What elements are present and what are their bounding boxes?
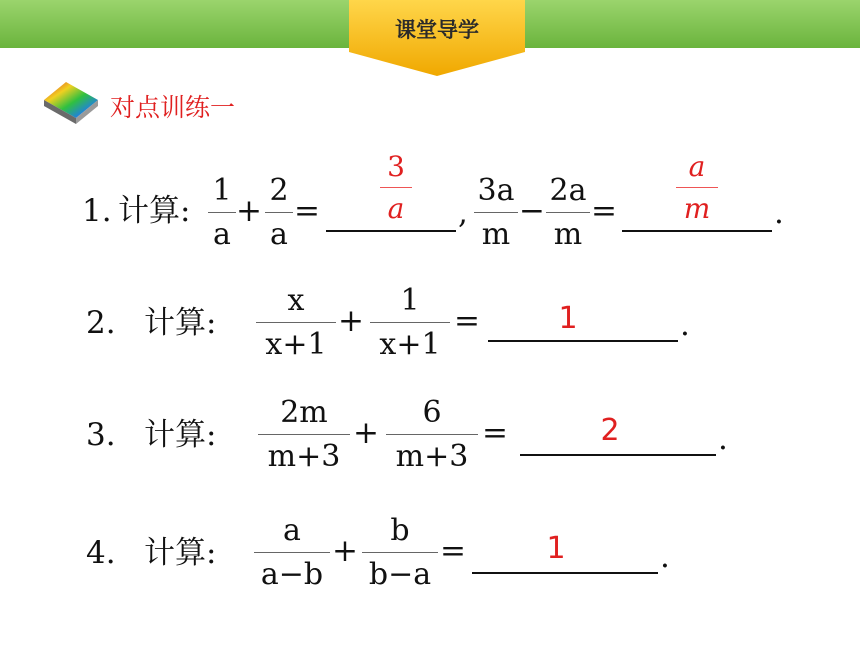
operator: +: [353, 415, 379, 451]
denominator: m+3: [267, 439, 341, 474]
fraction: [370, 283, 450, 362]
operator: +: [236, 193, 262, 229]
answer-fraction: [676, 150, 718, 225]
denominator: x+1: [265, 327, 327, 362]
problem-prompt: 计算:: [144, 305, 217, 341]
fraction-bar: [370, 322, 450, 323]
fraction-bar: [208, 212, 236, 213]
period: .: [680, 307, 690, 343]
numerator: 6: [422, 395, 442, 430]
answer-blank: [326, 230, 456, 232]
answer-numerator: a: [688, 150, 706, 183]
problem-number: 4.: [86, 535, 116, 571]
denominator: x+1: [379, 327, 441, 362]
equals-sign: =: [482, 415, 508, 451]
fraction-bar: [474, 212, 518, 213]
fraction-bar: [265, 212, 293, 213]
answer-value: 1: [546, 531, 566, 566]
numerator: 1: [400, 283, 420, 318]
operator: +: [332, 533, 358, 569]
answer-value: 2: [600, 413, 620, 448]
numerator: b: [390, 513, 410, 548]
numerator: 2a: [549, 173, 587, 208]
answer-denominator: a: [387, 192, 405, 225]
fraction-bar: [362, 552, 438, 553]
operator: +: [338, 303, 364, 339]
fraction-bar: [258, 434, 350, 435]
equals-sign: =: [454, 303, 480, 339]
fraction: [256, 283, 336, 362]
problem-number: 3.: [86, 417, 116, 453]
problem-prompt: 计算:: [144, 417, 217, 453]
answer-value: 1: [558, 301, 578, 336]
equals-sign: =: [294, 193, 320, 229]
problem-number: 2.: [86, 305, 116, 341]
numerator: 2: [269, 173, 289, 208]
denominator: a−b: [260, 557, 324, 592]
fraction: [474, 173, 518, 252]
equals-sign: =: [440, 533, 466, 569]
fraction-bar: [380, 187, 412, 188]
denominator: m: [553, 217, 583, 252]
denominator: m+3: [395, 439, 469, 474]
header-tab-label: 课堂导学: [395, 18, 479, 42]
answer-blank: [472, 572, 658, 574]
numerator: 3a: [477, 173, 515, 208]
answer-numerator: 3: [387, 150, 405, 183]
period: .: [774, 195, 784, 231]
numerator: 1: [212, 173, 232, 208]
period: .: [718, 421, 728, 457]
problem-number: 1.: [82, 193, 112, 229]
section-title: 对点训练一: [110, 93, 236, 122]
period: .: [660, 539, 670, 575]
answer-denominator: m: [683, 192, 711, 225]
answer-blank: [622, 230, 772, 232]
denominator: m: [481, 217, 511, 252]
fraction-bar: [386, 434, 478, 435]
fraction: [208, 173, 236, 252]
fraction: [386, 395, 478, 474]
answer-blank: [488, 340, 678, 342]
denominator: a: [213, 217, 231, 252]
problem-prompt: 计算:: [118, 193, 191, 229]
fraction: [362, 513, 438, 592]
fraction-bar: [546, 212, 590, 213]
fraction: [254, 513, 330, 592]
numerator: 2m: [280, 395, 328, 430]
header-tab: [349, 0, 525, 76]
fraction: [265, 173, 293, 252]
fraction-bar: [676, 187, 718, 188]
answer-fraction: [380, 150, 412, 225]
colored-cube-icon: [40, 78, 106, 126]
fraction-bar: [256, 322, 336, 323]
fraction-bar: [254, 552, 330, 553]
operator: −: [519, 193, 545, 229]
denominator: a: [270, 217, 288, 252]
answer-blank: [520, 454, 716, 456]
equals-sign: =: [591, 193, 617, 229]
comma: ,: [458, 195, 468, 231]
fraction: [546, 173, 590, 252]
fraction: [258, 395, 350, 474]
denominator: b−a: [368, 557, 432, 592]
problem-prompt: 计算:: [144, 535, 217, 571]
numerator: x: [287, 283, 305, 318]
numerator: a: [283, 513, 301, 548]
